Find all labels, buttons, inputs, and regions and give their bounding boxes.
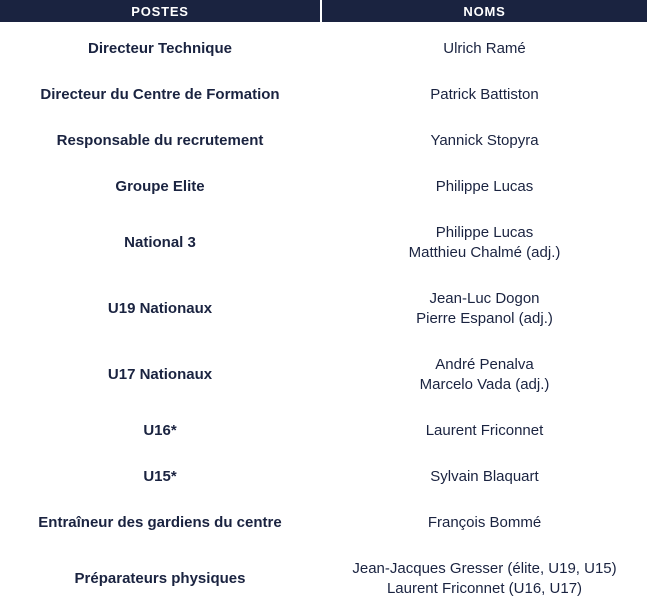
poste-cell: Entraîneur des gardiens du centre — [38, 514, 282, 531]
poste-cell: U16* — [143, 422, 177, 439]
table-row — [0, 342, 647, 408]
noms-cell — [322, 559, 647, 599]
nom-text: Jean-Jacques Gresser (élite, U19, U15) — [352, 560, 617, 577]
table-header — [0, 0, 647, 22]
nom-text: Pierre Espanol (adj.) — [416, 310, 553, 327]
poste-cell: U15* — [143, 468, 177, 485]
poste-cell: U19 Nationaux — [107, 300, 213, 317]
table-row — [0, 276, 647, 342]
nom-text: Matthieu Chalmé (adj.) — [408, 244, 561, 261]
noms-cell — [322, 467, 647, 487]
poste-cell: National 3 — [124, 234, 196, 251]
nom-text: André Penalva — [435, 356, 534, 373]
poste-cell: Directeur Technique — [88, 40, 232, 57]
table-row — [0, 118, 647, 164]
table-row — [0, 408, 647, 454]
table-row — [0, 454, 647, 500]
noms-cell — [322, 223, 647, 263]
noms-cell — [322, 513, 647, 533]
table-row — [0, 164, 647, 210]
table-row — [0, 72, 647, 118]
noms-cell — [322, 131, 647, 151]
column-header-postes: POSTES — [131, 3, 189, 19]
nom-text: Ulrich Ramé — [443, 40, 526, 57]
noms-cell — [322, 39, 647, 59]
nom-text: Marcelo Vada (adj.) — [419, 376, 550, 393]
noms-cell — [322, 85, 647, 105]
poste-cell: Responsable du recrutement — [56, 132, 264, 149]
noms-cell — [322, 355, 647, 395]
nom-text: Yannick Stopyra — [430, 132, 539, 149]
nom-text: Philippe Lucas — [435, 178, 534, 195]
poste-cell: Directeur du Centre de Formation — [40, 86, 280, 103]
noms-cell — [322, 421, 647, 441]
noms-cell — [322, 177, 647, 197]
poste-cell: U17 Nationaux — [107, 366, 213, 383]
noms-cell — [322, 289, 647, 329]
nom-text: Philippe Lucas — [435, 224, 534, 241]
column-header-noms: NOMS — [463, 3, 506, 19]
table-row — [0, 546, 647, 612]
nom-text: Jean-Luc Dogon — [429, 290, 540, 307]
poste-cell: Groupe Elite — [115, 178, 205, 195]
nom-text: Laurent Friconnet — [425, 422, 544, 439]
nom-text: Laurent Friconnet (U16, U17) — [386, 580, 583, 597]
nom-text: François Bommé — [427, 514, 542, 531]
nom-text: Patrick Battiston — [430, 86, 539, 103]
table-row — [0, 26, 647, 72]
table-row — [0, 500, 647, 546]
table-body — [0, 22, 647, 612]
poste-cell: Préparateurs physiques — [74, 570, 246, 587]
table-row — [0, 210, 647, 276]
nom-text: Sylvain Blaquart — [430, 468, 539, 485]
